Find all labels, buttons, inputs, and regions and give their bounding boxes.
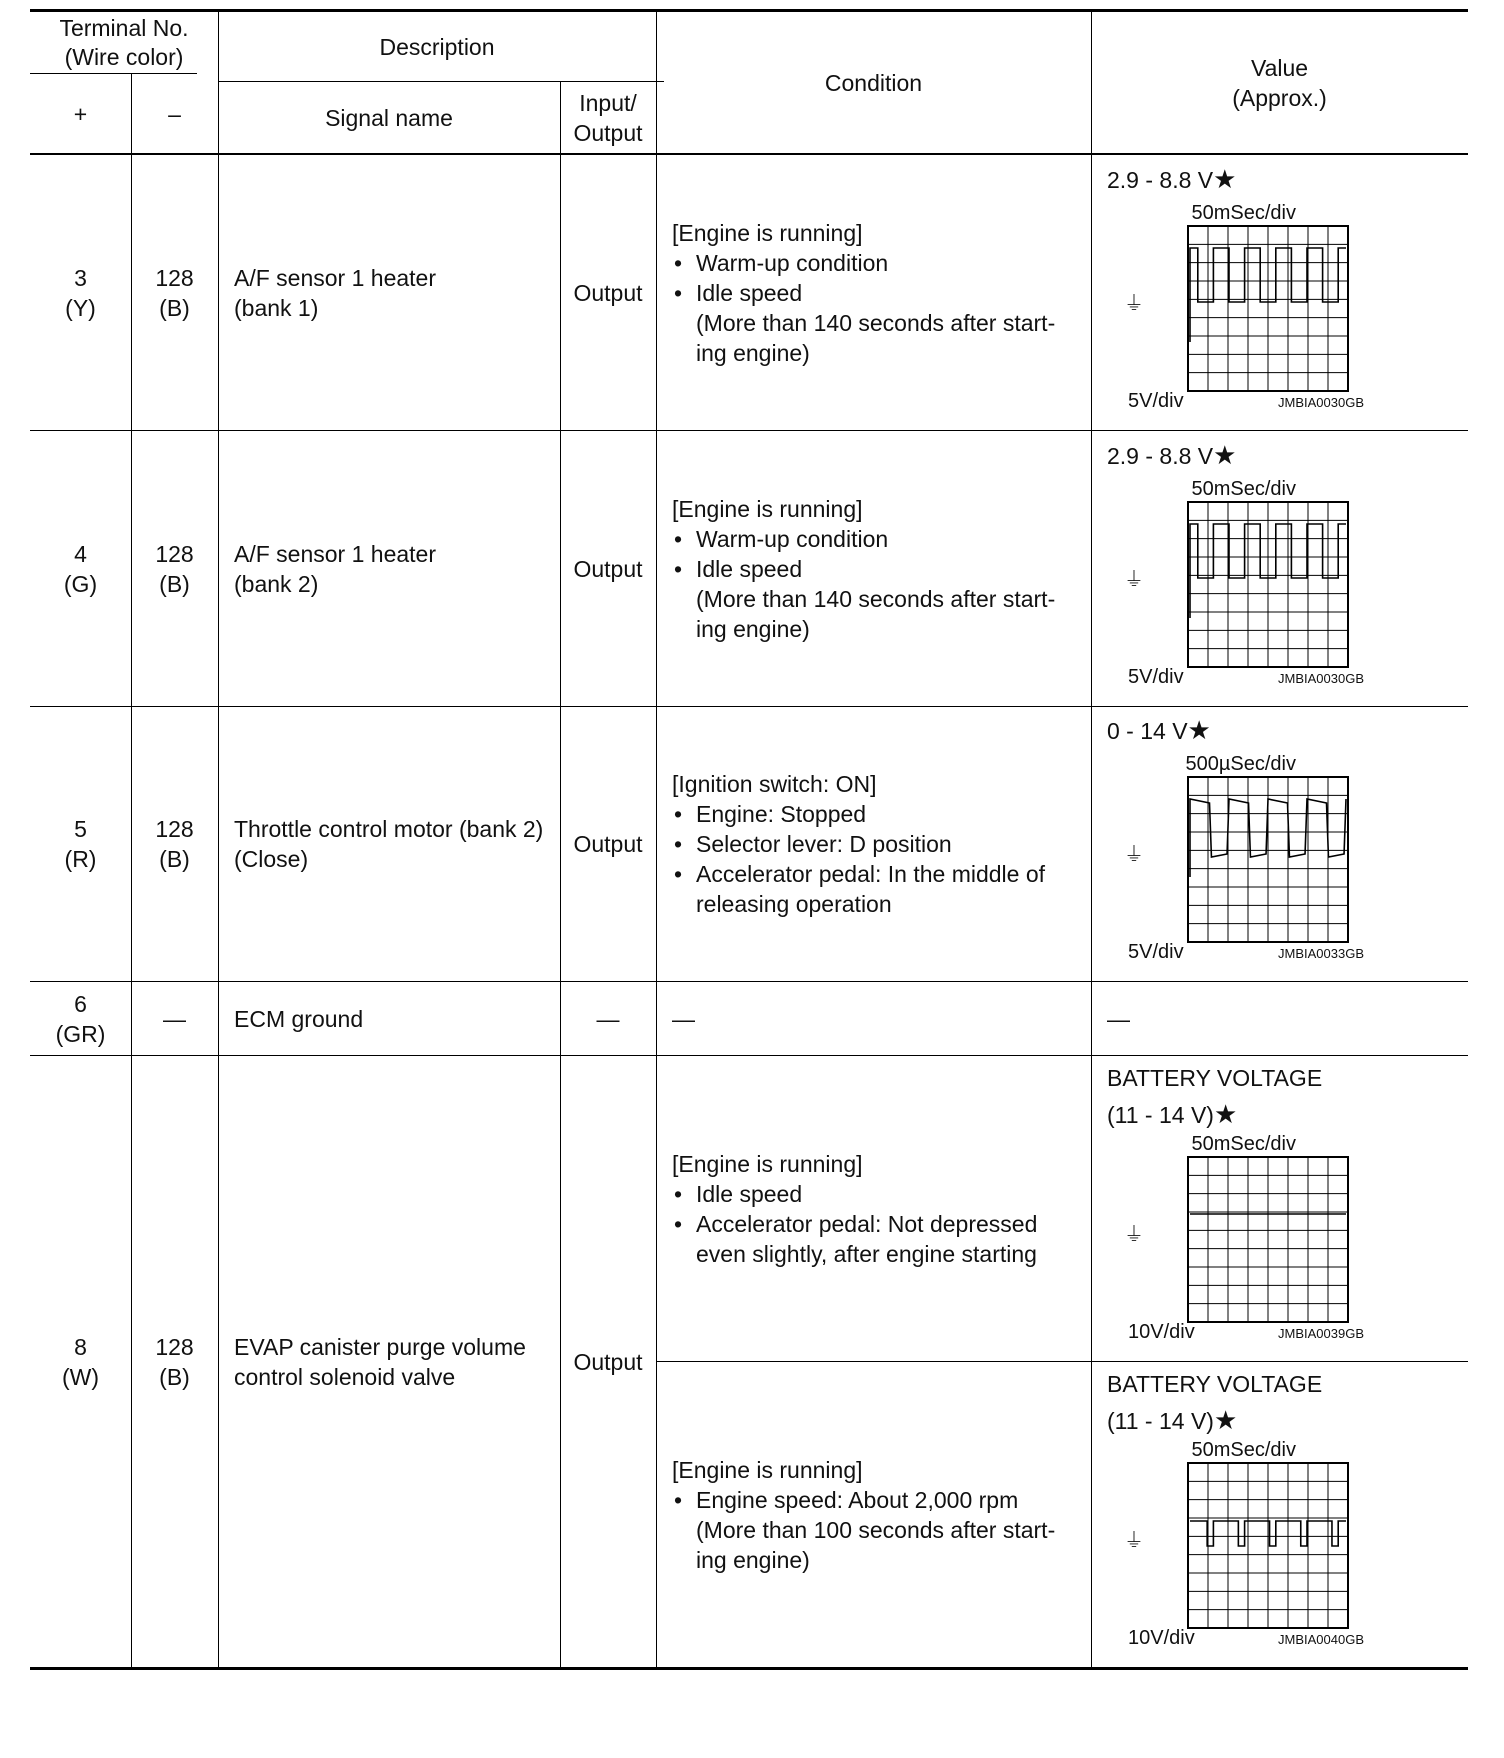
row-3-minus: 128 (B) <box>155 264 194 321</box>
row-8-io: Output <box>573 1348 643 1375</box>
row-6-condition: — <box>672 1005 695 1032</box>
row-6-io: — <box>596 1005 620 1032</box>
condition-bullet: • Idle speed <box>672 278 888 308</box>
scope-grid <box>1188 1157 1348 1322</box>
row-5-minus: 128 (B) <box>155 816 194 872</box>
star-icon: ★ <box>1187 715 1211 745</box>
condition-bullet: • Warm-up condition <box>672 248 888 278</box>
row-4-io: Output <box>573 555 643 582</box>
figure-code: JMBIA0039GB <box>1278 1326 1364 1341</box>
row-6-minus: — <box>163 1005 186 1032</box>
row-6-value: — <box>1107 1005 1130 1032</box>
row-3-condition: [Engine is running] • Warm-up condition • Idle speed (More than 140 seconds after start- ing engine) <box>656 155 1091 430</box>
row-8-value-2: BATTERY VOLTAGE (11 - 14 V)★ <box>1107 1371 1323 1435</box>
condition-bullet: • Accelerator pedal: Not depressed <box>672 1209 1037 1239</box>
condition-bullet: • Idle speed <box>672 1179 1037 1209</box>
row-8-plus: 8 (W) <box>61 1333 100 1390</box>
oscilloscope-waveform-4 <box>1124 477 1468 692</box>
terminal-header-title: Terminal No. <box>59 15 189 41</box>
wire-color-header: (Wire color) <box>64 44 184 70</box>
row-4-signal: A/F sensor 1 heater (bank 2) <box>234 540 436 597</box>
row-4-value: 2.9 - 8.8 V★ <box>1107 440 1237 470</box>
terminal-header <box>30 13 218 73</box>
time-div-label: 50mSec/div <box>1191 478 1296 500</box>
condition-bullet: • Engine speed: About 2,000 rpm <box>672 1485 1018 1515</box>
ground-icon: ⏚ <box>1124 1224 1144 1246</box>
scope-grid <box>1188 502 1348 667</box>
row-8-condition-2: [Engine is running] • Engine speed: About 2,000 rpm (More than 100 seconds after start- ing engine) <box>656 1362 1091 1667</box>
time-div-label: 50mSec/div <box>1191 1133 1296 1155</box>
volt-div-label: 5V/div <box>1128 666 1184 688</box>
row-4-minus: 128 (B) <box>155 540 194 597</box>
time-div-label: 50mSec/div <box>1191 202 1296 224</box>
row-3-plus: 3 (Y) <box>65 264 96 321</box>
condition-header: Condition <box>824 70 923 96</box>
oscilloscope-waveform-3 <box>1124 201 1468 416</box>
condition-bullet: • Engine: Stopped <box>672 799 1045 829</box>
volt-div-label: 10V/div <box>1128 1627 1195 1649</box>
ground-icon: ⏚ <box>1124 844 1144 866</box>
condition-bullet: • Warm-up condition <box>672 524 888 554</box>
row-3-signal: A/F sensor 1 heater (bank 1) <box>234 264 436 321</box>
row-8-minus: 128 (B) <box>155 1333 194 1390</box>
figure-code: JMBIA0030GB <box>1278 395 1364 410</box>
star-icon: ★ <box>1213 164 1237 194</box>
row-8-value-1: BATTERY VOLTAGE (11 - 14 V)★ <box>1107 1065 1323 1129</box>
volt-div-label: 10V/div <box>1128 1321 1195 1343</box>
value-header: Value (Approx.) <box>1232 55 1327 111</box>
minus-header: – <box>168 100 181 127</box>
row-5-signal: Throttle control motor (bank 2) (Close) <box>234 816 544 872</box>
star-icon: ★ <box>1213 1099 1238 1129</box>
time-div-label: 50mSec/div <box>1191 1439 1296 1461</box>
condition-bullet: • Accelerator pedal: In the middle of <box>672 859 1045 889</box>
row-5-value: 0 - 14 V★ <box>1107 715 1211 745</box>
scope-grid <box>1188 226 1348 391</box>
row-5-io: Output <box>573 831 643 857</box>
row-3-value: 2.9 - 8.8 V★ <box>1107 164 1237 194</box>
condition-bullet: • Idle speed <box>672 554 888 584</box>
ground-icon: ⏚ <box>1124 1530 1144 1552</box>
row-3-io: Output <box>573 279 643 306</box>
signal-name-header: Signal name <box>325 104 453 131</box>
row-6-plus: 6 (GR) <box>55 990 106 1047</box>
row-5-condition: [Ignition switch: ON] • Engine: Stopped • Selector lever: D position • Accelerator pedal: In the middle of releasing operation <box>656 707 1091 981</box>
ground-icon: ⏚ <box>1124 293 1144 315</box>
row-4-condition: [Engine is running] • Warm-up condition • Idle speed (More than 140 seconds after start- ing engine) <box>656 431 1091 706</box>
figure-code: JMBIA0030GB <box>1278 671 1364 686</box>
volt-div-label: 5V/div <box>1128 390 1184 412</box>
row-5-plus: 5 (R) <box>64 816 97 872</box>
row-6-signal: ECM ground <box>234 1005 364 1032</box>
volt-div-label: 5V/div <box>1128 941 1184 963</box>
row-8-condition-1: [Engine is running] • Idle speed • Accelerator pedal: Not depressed even slightly, after engine starting <box>656 1056 1091 1361</box>
row-4-plus: 4 (G) <box>63 540 98 597</box>
figure-code: JMBIA0033GB <box>1278 946 1364 961</box>
row-8-signal: EVAP canister purge volume control solenoid valve <box>234 1333 526 1390</box>
time-div-label: 500µSec/div <box>1185 753 1296 775</box>
star-icon: ★ <box>1213 440 1237 470</box>
oscilloscope-waveform-5 <box>1124 752 1468 967</box>
ground-icon: ⏚ <box>1124 569 1144 591</box>
oscilloscope-waveform-8b <box>1124 1438 1468 1653</box>
plus-header: + <box>73 100 88 127</box>
description-header: Description <box>379 34 495 60</box>
io-header: Input/ Output <box>573 89 643 146</box>
star-icon: ★ <box>1213 1405 1238 1435</box>
oscilloscope-waveform-8a <box>1124 1132 1468 1347</box>
condition-bullet: • Selector lever: D position <box>672 829 1045 859</box>
figure-code: JMBIA0040GB <box>1278 1632 1364 1647</box>
